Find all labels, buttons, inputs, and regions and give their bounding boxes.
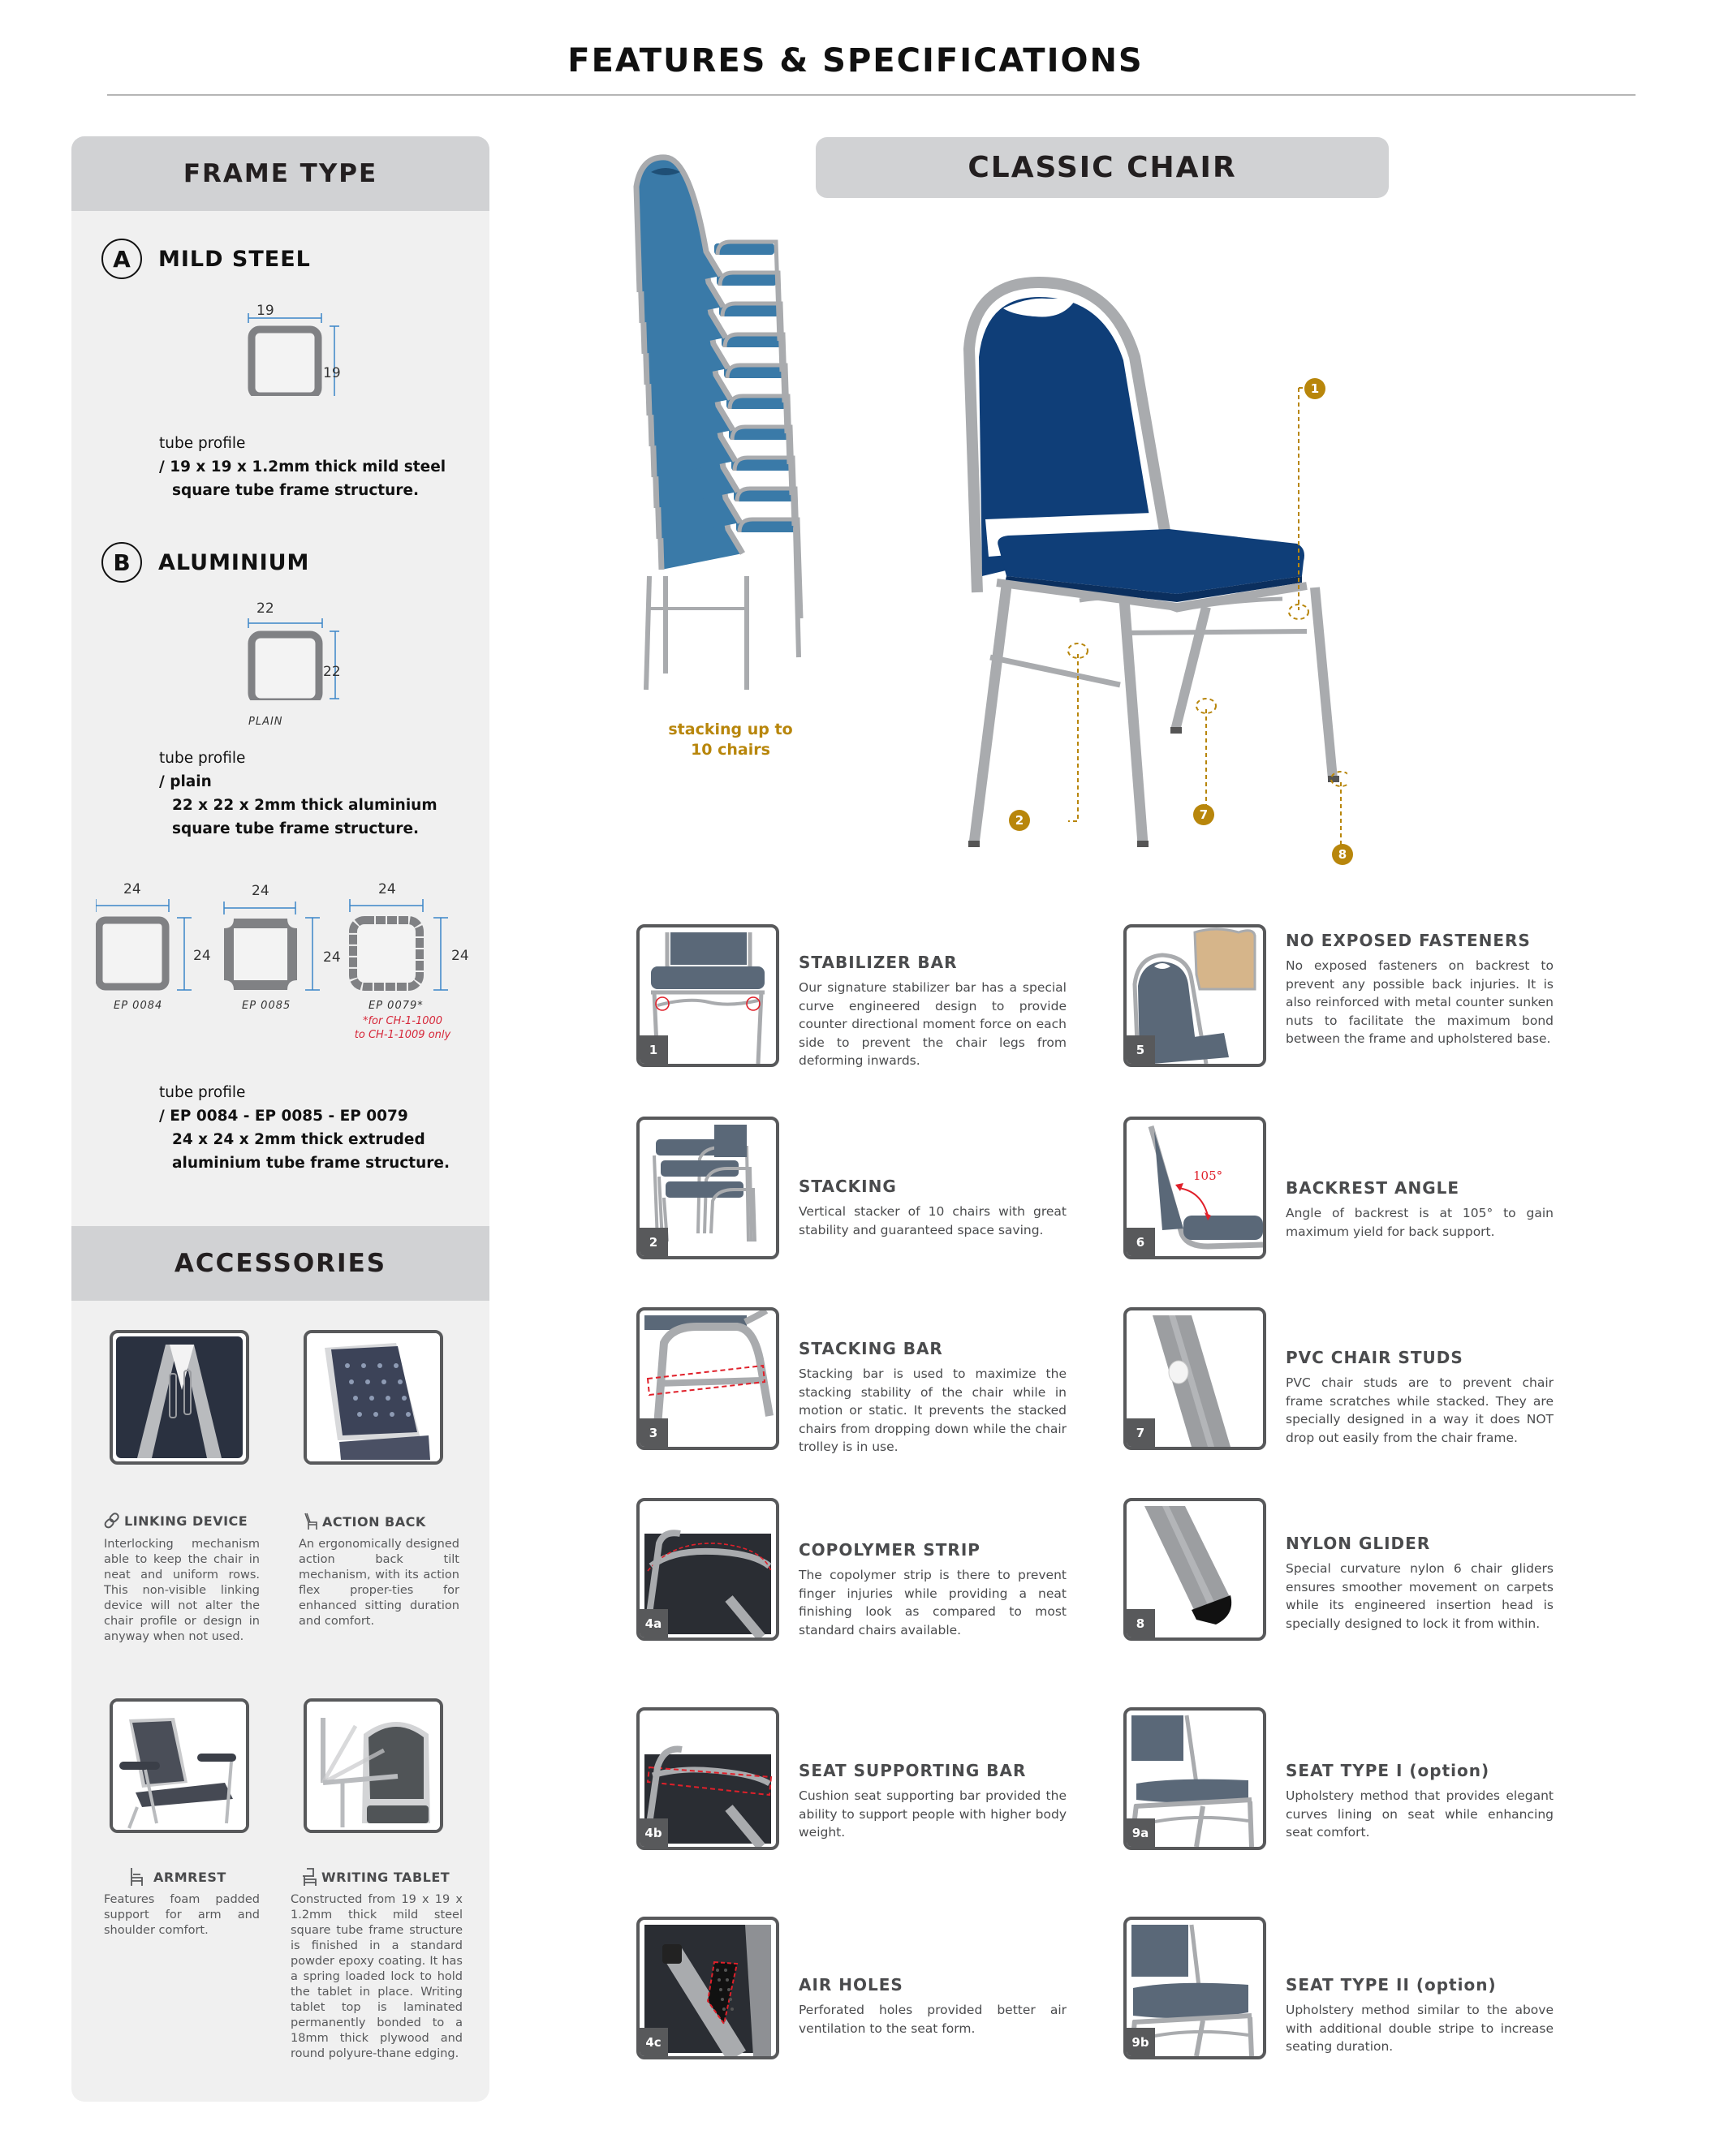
ep0084-profile — [96, 899, 192, 990]
feature-number-badge: 1 — [639, 1035, 668, 1065]
aluminium-caption: PLAIN — [248, 716, 283, 728]
action-back-image — [304, 1330, 443, 1465]
extruded-spec-line: aluminium tube frame structure. — [172, 1155, 450, 1172]
feature-title: STACKING — [799, 1177, 897, 1196]
feature-number-badge: 7 — [1126, 1418, 1155, 1448]
ep0079-note — [338, 1014, 468, 1042]
callout-8[interactable]: 8 — [1332, 844, 1353, 865]
linking-device-image — [110, 1330, 249, 1465]
armrest-chair-icon — [130, 1867, 144, 1887]
feature-number-badge: 9a — [1126, 1818, 1155, 1848]
sidebar-panel — [71, 136, 489, 2102]
stacked-chairs-illustration — [633, 154, 804, 698]
feature-number-badge: 8 — [1126, 1609, 1155, 1638]
mild-steel-title: MILD STEEL — [158, 246, 311, 272]
ep0079-height: 24 — [451, 948, 469, 964]
feature-image-1 — [636, 924, 779, 1067]
mild-steel-width: 19 — [256, 303, 274, 319]
feature-description: Angle of backrest is at 105° to gain maximum yield for back support. — [1286, 1206, 1554, 1239]
aluminium-height: 22 — [323, 664, 341, 680]
feature-title: COPOLYMER STRIP — [799, 1540, 980, 1560]
extruded-spec-line: 24 x 24 x 2mm thick extruded — [172, 1131, 425, 1148]
feature-title: PVC CHAIR STUDS — [1286, 1348, 1463, 1367]
aluminium-spec-line: / plain — [159, 773, 212, 790]
feature-image-4b — [636, 1707, 779, 1850]
stacking-caption — [657, 720, 804, 760]
aluminium-label — [101, 542, 309, 583]
linking-device-text: Interlocking mechanism able to keep the chair in neat and uniform rows. This non-visible linking device will not alter the chair profile or design in anyway when not used. — [104, 1538, 260, 1643]
linking-device-label: LINKING DEVICE — [124, 1513, 248, 1529]
feature-image-9b — [1123, 1917, 1266, 2059]
letter-a-badge: A — [101, 239, 142, 279]
extruded-profile-label: tube profile — [159, 1084, 246, 1101]
product-heading: CLASSIC CHAIR — [816, 137, 1389, 198]
feature-image-4c — [636, 1917, 779, 2059]
feature-number-badge: 3 — [639, 1418, 668, 1448]
feature-image-3 — [636, 1307, 779, 1450]
feature-title: AIR HOLES — [799, 1975, 903, 1995]
feature-description: PVC chair studs are to prevent chair frame scratches while stacked. They are specially designed in a way it does NOT drop out easily from the chair frame. — [1286, 1375, 1554, 1445]
feature-image-6 — [1123, 1117, 1266, 1259]
ep0085-width: 24 — [252, 883, 269, 899]
feature-image-2 — [636, 1117, 779, 1259]
mild-steel-profile-label: tube profile — [159, 435, 246, 452]
mild-steel-spec — [159, 432, 446, 502]
feature-title: SEAT TYPE I (option) — [1286, 1761, 1490, 1780]
letter-b-badge: B — [101, 542, 142, 583]
linking-device-illustration — [113, 1333, 246, 1461]
feature-number-badge: 4c — [639, 2028, 668, 2057]
writing-tablet-illustration — [307, 1702, 440, 1830]
writing-tablet-label: WRITING TABLET — [321, 1869, 450, 1885]
writing-tablet-text: Constructed from 19 x 19 x 1.2mm thick mild steel square tube frame structure is finished in a standard powder epoxy coating. It has a spring loaded lock to hold the tablet in place. Writing tablet top is laminated permanently bonded to a 18mm thick plywood and round polyure-thane edging. — [291, 1893, 463, 2060]
feature-title: SEAT SUPPORTING BAR — [799, 1761, 1027, 1780]
armrest-image — [110, 1698, 249, 1833]
aluminium-spec-line: 22 x 22 x 2mm thick aluminium — [172, 797, 437, 814]
ep0079-caption: EP 0079* — [368, 1000, 424, 1012]
feature-image-8 — [1123, 1498, 1266, 1641]
ep0079-note-line: *for CH-1-1000 — [362, 1015, 443, 1027]
extruded-tube-diagrams — [96, 891, 469, 992]
writing-tablet-image — [304, 1698, 443, 1833]
feature-title: NO EXPOSED FASTENERS — [1286, 931, 1531, 950]
frame-type-heading: FRAME TYPE — [71, 136, 489, 211]
ep0084-caption: EP 0084 — [114, 1000, 163, 1012]
extruded-spec — [159, 1081, 450, 1175]
mild-steel-spec-line: / 19 x 19 x 1.2mm thick mild steel — [159, 458, 446, 476]
feature-description: Stacking bar is used to maximize the stacking stability of the chair while in motion or static. It prevents the stacked chairs from dropping down while the chair trolley is in use. — [799, 1366, 1067, 1454]
aluminium-title: ALUMINIUM — [158, 549, 310, 575]
feature-description: No exposed fasteners on backrest to prevent any possible back injuries. It is also reinforced with metal counter sunken nuts to facilitate the maximum bond between the frame and upholstered base. — [1286, 958, 1554, 1046]
armrest-label: ARMREST — [153, 1869, 226, 1885]
feature-number-badge: 9b — [1126, 2028, 1155, 2057]
aluminium-tube-diagram — [226, 607, 339, 700]
svg-text:105°: 105° — [1193, 1168, 1223, 1183]
feature-description: Upholstery method similar to the above with additional double stripe to increase seating duration. — [1286, 2003, 1554, 2054]
ep0079-width: 24 — [378, 881, 396, 897]
feature-number-badge: 4a — [639, 1609, 668, 1638]
feature-title: BACKREST ANGLE — [1286, 1178, 1460, 1198]
mild-steel-spec-line: square tube frame structure. — [172, 482, 420, 499]
feature-image-9a — [1123, 1707, 1266, 1850]
linking-device-title — [104, 1513, 248, 1529]
feature-title: STABILIZER BAR — [799, 953, 958, 972]
feature-description: Perforated holes provided better air ventilation to the seat form. — [799, 2003, 1067, 2036]
feature-description: Vertical stacker of 10 chairs with great stability and guaranteed space saving. — [799, 1204, 1067, 1237]
ep0085-profile — [224, 902, 320, 990]
callout-7[interactable]: 7 — [1193, 804, 1214, 825]
feature-image-7 — [1123, 1307, 1266, 1450]
action-back-label: ACTION BACK — [322, 1513, 426, 1530]
ep0085-caption: EP 0085 — [242, 1000, 291, 1012]
ep0084-width: 24 — [123, 881, 141, 897]
action-back-illustration — [307, 1333, 440, 1461]
link-icon — [104, 1513, 120, 1529]
callout-1[interactable]: 1 — [1304, 378, 1325, 399]
action-back-chair-icon — [304, 1513, 318, 1530]
feature-title: SEAT TYPE II (option) — [1286, 1975, 1497, 1995]
feature-image-4a — [636, 1498, 779, 1641]
mild-steel-tube-diagram — [226, 307, 339, 396]
feature-title: NYLON GLIDER — [1286, 1534, 1431, 1553]
feature-description: The copolymer strip is there to prevent finger injuries while providing a neat finishing look as compared to most standard chairs available. — [799, 1568, 1067, 1637]
classic-chair-illustration — [958, 276, 1347, 860]
feature-number-badge: 5 — [1126, 1035, 1155, 1065]
armrest-text: Features foam padded support for arm and shoulder comfort. — [104, 1893, 260, 1937]
stacking-caption-line: 10 chairs — [691, 741, 770, 759]
mild-steel-height: 19 — [323, 365, 341, 381]
writing-tablet-title — [301, 1867, 450, 1887]
feature-description: Upholstery method that provides elegant curves lining on seat while enhancing seat comfort. — [1286, 1788, 1554, 1840]
feature-number-badge: 2 — [639, 1228, 668, 1257]
feature-description: Cushion seat supporting bar provided the ability to support people with higher body weight. — [799, 1788, 1067, 1840]
mild-steel-label — [101, 239, 311, 279]
page-title: FEATURES & SPECIFICATIONS — [567, 42, 1144, 80]
feature-description: Our signature stabilizer bar has a special curve engineered design to provide counter directional moment force on each side to prevent the chair legs from deforming inwards. — [799, 980, 1067, 1068]
callout-2[interactable]: 2 — [1009, 810, 1030, 831]
action-back-title — [304, 1513, 426, 1530]
action-back-text: An ergonomically designed action back tilt mechanism, with its action flex proper-ties for enhanced sitting duration and comfort. — [299, 1538, 459, 1628]
title-divider — [107, 94, 1636, 96]
ep0079-profile — [350, 899, 448, 990]
feature-description: Special curvature nylon 6 chair gliders ensures smoother movement on carpets while its engineered insertion head is specially designed to lock it from within. — [1286, 1561, 1554, 1631]
ep0085-height: 24 — [323, 949, 341, 966]
feature-title: STACKING BAR — [799, 1339, 943, 1358]
extruded-spec-line: / EP 0084 - EP 0085 - EP 0079 — [159, 1108, 408, 1125]
feature-number-badge: 6 — [1126, 1228, 1155, 1257]
aluminium-spec — [159, 747, 437, 841]
armrest-title — [130, 1867, 226, 1887]
aluminium-profile-label: tube profile — [159, 750, 246, 767]
stacking-caption-line: stacking up to — [668, 721, 793, 738]
ep0079-note-line: to CH-1-1009 only — [354, 1029, 451, 1041]
feature-number-badge: 4b — [639, 1818, 668, 1848]
armrest-illustration — [113, 1702, 246, 1830]
feature-image-5 — [1123, 924, 1266, 1067]
aluminium-spec-line: square tube frame structure. — [172, 820, 420, 837]
ep0084-height: 24 — [193, 948, 211, 964]
aluminium-width: 22 — [256, 600, 274, 617]
writing-tablet-chair-icon — [301, 1867, 317, 1887]
accessories-heading: ACCESSORIES — [71, 1226, 489, 1301]
